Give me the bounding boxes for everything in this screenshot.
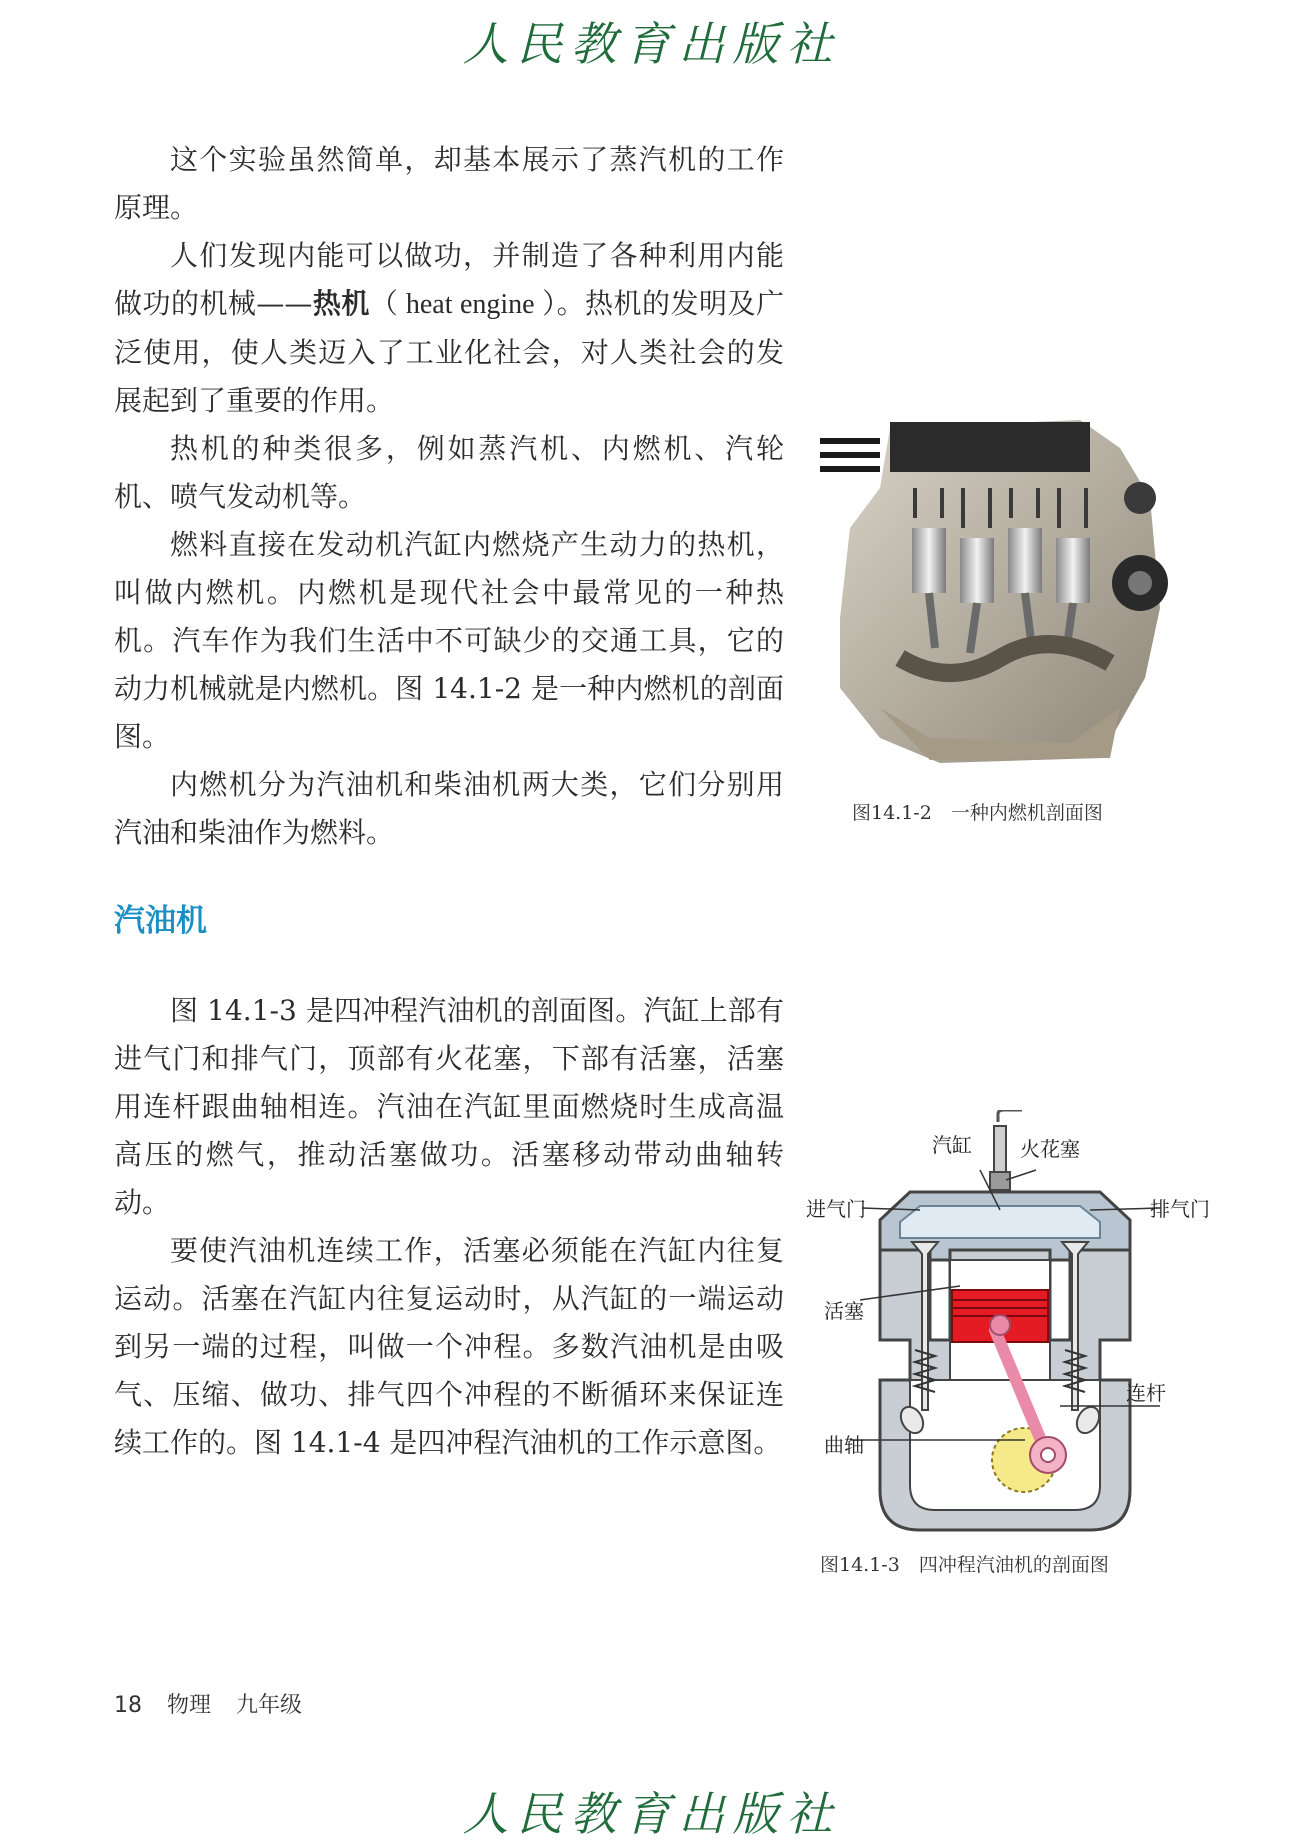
figure-caption: 图14.1-3 四冲程汽油机的剖面图: [820, 1554, 1109, 1576]
label-exhaust-valve: 排气门: [1150, 1197, 1210, 1221]
paragraph: 热机的种类很多，例如蒸汽机、内燃机、汽轮机、喷气发动机等。: [114, 432, 784, 513]
label-connecting-rod: 连杆: [1126, 1381, 1166, 1405]
paragraph: 内燃机分为汽油机和柴油机两大类，它们分别用汽油和柴油作为燃料。: [114, 768, 784, 849]
page-number: 18: [114, 1693, 142, 1718]
page-footer: [114, 1688, 320, 1719]
term-heat-engine: 热机: [312, 287, 370, 320]
engine-cutaway-photo: [820, 408, 1180, 768]
label-piston: 活塞: [824, 1299, 864, 1323]
body-text-top: [114, 136, 784, 857]
label-crankshaft: 曲轴: [824, 1433, 864, 1457]
publisher-logo-top: 人民教育出版社: [462, 17, 841, 71]
label-cylinder: 汽缸: [932, 1133, 972, 1157]
label-spark-plug: 火花塞: [1020, 1137, 1080, 1161]
label-intake-valve: 进气门: [806, 1197, 866, 1221]
book-subject: 物理: [167, 1693, 212, 1718]
paragraph: 图 14.1-3 是四冲程汽油机的剖面图。汽缸上部有进气门和排气门，顶部有火花塞，下部有活塞，活塞用连杆跟曲轴相连。汽油在汽缸里面燃烧时生成高温高压的燃气，推动活塞做功。活塞移动带动曲轴转动。: [114, 994, 784, 1219]
term-english: （ heat engine ）: [369, 289, 557, 320]
publisher-logo-bottom: 人民教育出版社: [462, 1787, 841, 1841]
gasoline-engine-diagram: [800, 1110, 1220, 1540]
paragraph-text: 。热机的发明及广泛使用，使人类迈入了工业化社会，对人类社会的发展起到了重要的作用。: [114, 287, 784, 417]
paragraph: [114, 232, 784, 425]
paragraph: 要使汽油机连续工作，活塞必须能在汽缸内往复运动。活塞在汽缸内往复运动时，从汽缸的一端运动到另一端的过程，叫做一个冲程。多数汽油机是由吸气、压缩、做功、排气四个冲程的不断循环来保证连续工作的。图 14.1-4 是四冲程汽油机的工作示意图。: [114, 1234, 784, 1459]
paragraph: 燃料直接在发动机汽缸内燃烧产生动力的热机，叫做内燃机。内燃机是现代社会中最常见的一种热机。汽车作为我们生活中不可缺少的交通工具，它的动力机械就是内燃机。图 14.1-2 是一种内燃机的剖面图。: [114, 528, 784, 753]
body-text-bottom: [114, 987, 784, 1467]
figure-caption: 图14.1-2 一种内燃机剖面图: [852, 802, 1103, 824]
paragraph-text: 人们发现内能可以做功，并制造了各种利用内能做功的机械——: [114, 239, 784, 320]
section-heading: 汽油机: [114, 903, 207, 939]
book-grade: 九年级: [236, 1693, 303, 1718]
paragraph: 这个实验虽然简单，却基本展示了蒸汽机的工作原理。: [114, 143, 784, 224]
